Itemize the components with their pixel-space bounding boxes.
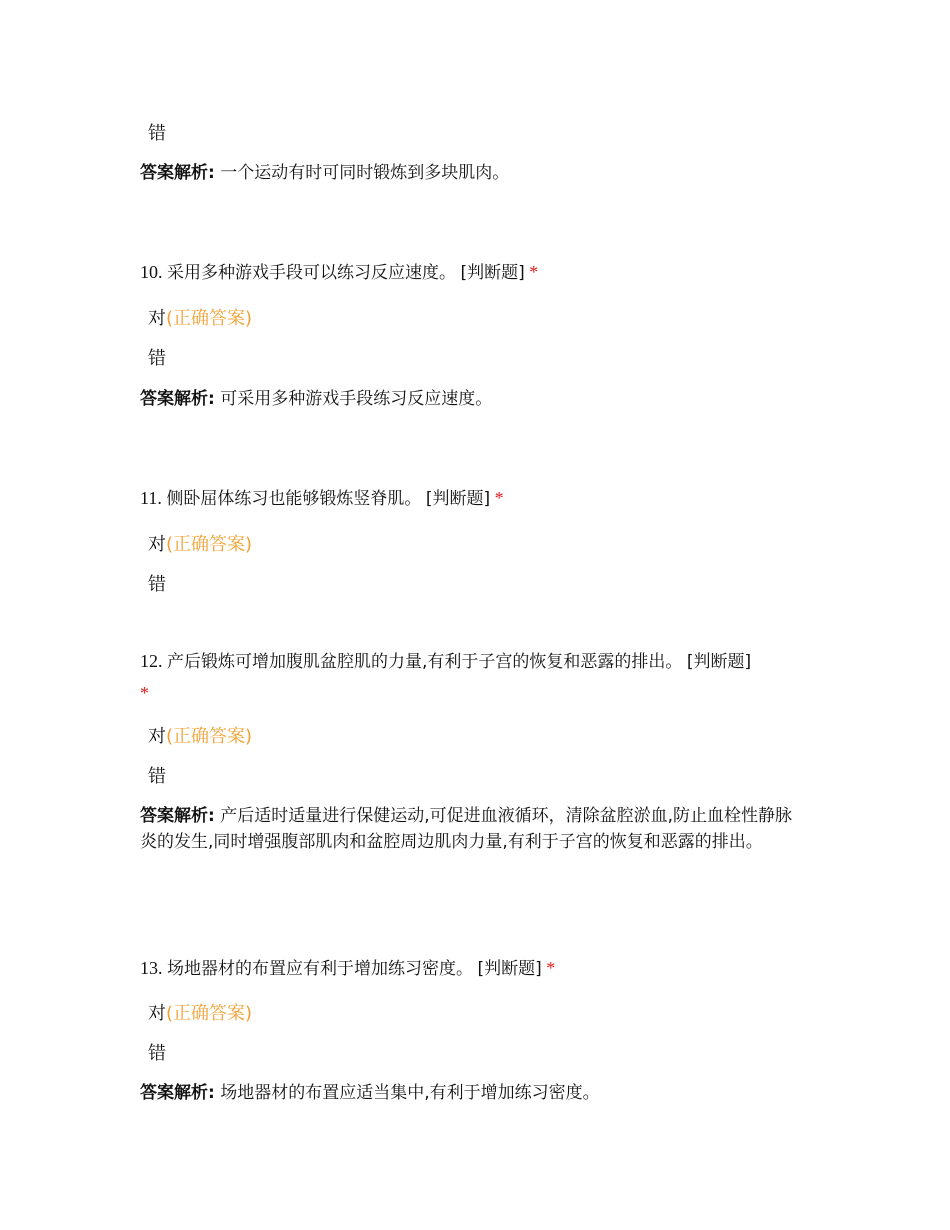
answer-analysis [140, 386, 492, 412]
option-label: 错 [148, 348, 166, 369]
answer-analysis [140, 160, 509, 186]
option-label: 对 [148, 726, 166, 747]
option-label: 对 [148, 534, 166, 555]
analysis-text: 场地器材的布置应适当集中,有利于增加练习密度。 [220, 1083, 600, 1103]
option-wrong[interactable] [148, 122, 166, 146]
option-label: 对 [148, 1003, 166, 1024]
analysis-text: 一个运动有时可同时锻炼到多块肌肉。 [220, 163, 510, 183]
analysis-label: 答案解析: [140, 806, 215, 826]
question-text: 采用多种游戏手段可以练习反应速度。 [167, 263, 456, 283]
analysis-label: 答案解析: [140, 1083, 215, 1103]
question-title-continued [140, 681, 149, 705]
correct-answer-tag: (正确答案) [166, 534, 253, 555]
option-label: 错 [148, 1043, 166, 1064]
option-right[interactable] [148, 1002, 252, 1026]
question-type: [判断题] [686, 652, 752, 672]
option-label: 错 [148, 574, 166, 595]
question-number: 10. [140, 262, 163, 282]
option-wrong[interactable] [148, 347, 166, 371]
required-mark: * [546, 958, 556, 978]
option-right[interactable] [148, 533, 252, 557]
required-mark: * [529, 262, 539, 282]
question-text: 场地器材的布置应有利于增加练习密度。 [167, 959, 473, 979]
correct-answer-tag: (正确答案) [166, 1003, 253, 1024]
option-wrong[interactable] [148, 1042, 166, 1066]
correct-answer-tag: (正确答案) [166, 726, 253, 747]
question-number: 11. [140, 488, 162, 508]
analysis-text: 产后适时适量进行保健运动,可促进血液循环，清除盆腔淤血,防止血栓性静脉炎的发生,同时增强腹部肌肉和盆腔周边肌肉力量,有利于子宫的恢复和恶露的排出。 [140, 806, 793, 852]
question-text: 侧卧屈体练习也能够锻炼竖脊肌。 [166, 489, 422, 509]
analysis-label: 答案解析: [140, 389, 215, 409]
required-mark: * [494, 488, 504, 508]
question-title [140, 649, 751, 674]
option-right[interactable] [148, 307, 252, 331]
question-type: [判断题] [460, 263, 525, 283]
answer-analysis [140, 803, 805, 855]
question-number: 13. [140, 958, 163, 978]
option-right[interactable] [148, 725, 252, 749]
analysis-label: 答案解析: [140, 163, 215, 183]
question-type: [判断题] [477, 959, 542, 979]
option-wrong[interactable] [148, 765, 166, 789]
analysis-text: 可采用多种游戏手段练习反应速度。 [220, 389, 493, 409]
question-type: [判断题] [425, 489, 491, 509]
question-title [140, 956, 555, 981]
option-label: 错 [148, 123, 166, 144]
correct-answer-tag: (正确答案) [166, 308, 253, 329]
option-wrong[interactable] [148, 573, 166, 597]
answer-analysis [140, 1080, 600, 1106]
option-label: 对 [148, 308, 166, 329]
question-title [140, 486, 504, 511]
question-number: 12. [140, 651, 163, 671]
required-mark: * [140, 683, 149, 703]
question-title [140, 260, 538, 285]
question-text: 产后锻炼可增加腹肌盆腔肌的力量,有利于子宫的恢复和恶露的排出。 [167, 652, 683, 672]
option-label: 错 [148, 766, 166, 787]
